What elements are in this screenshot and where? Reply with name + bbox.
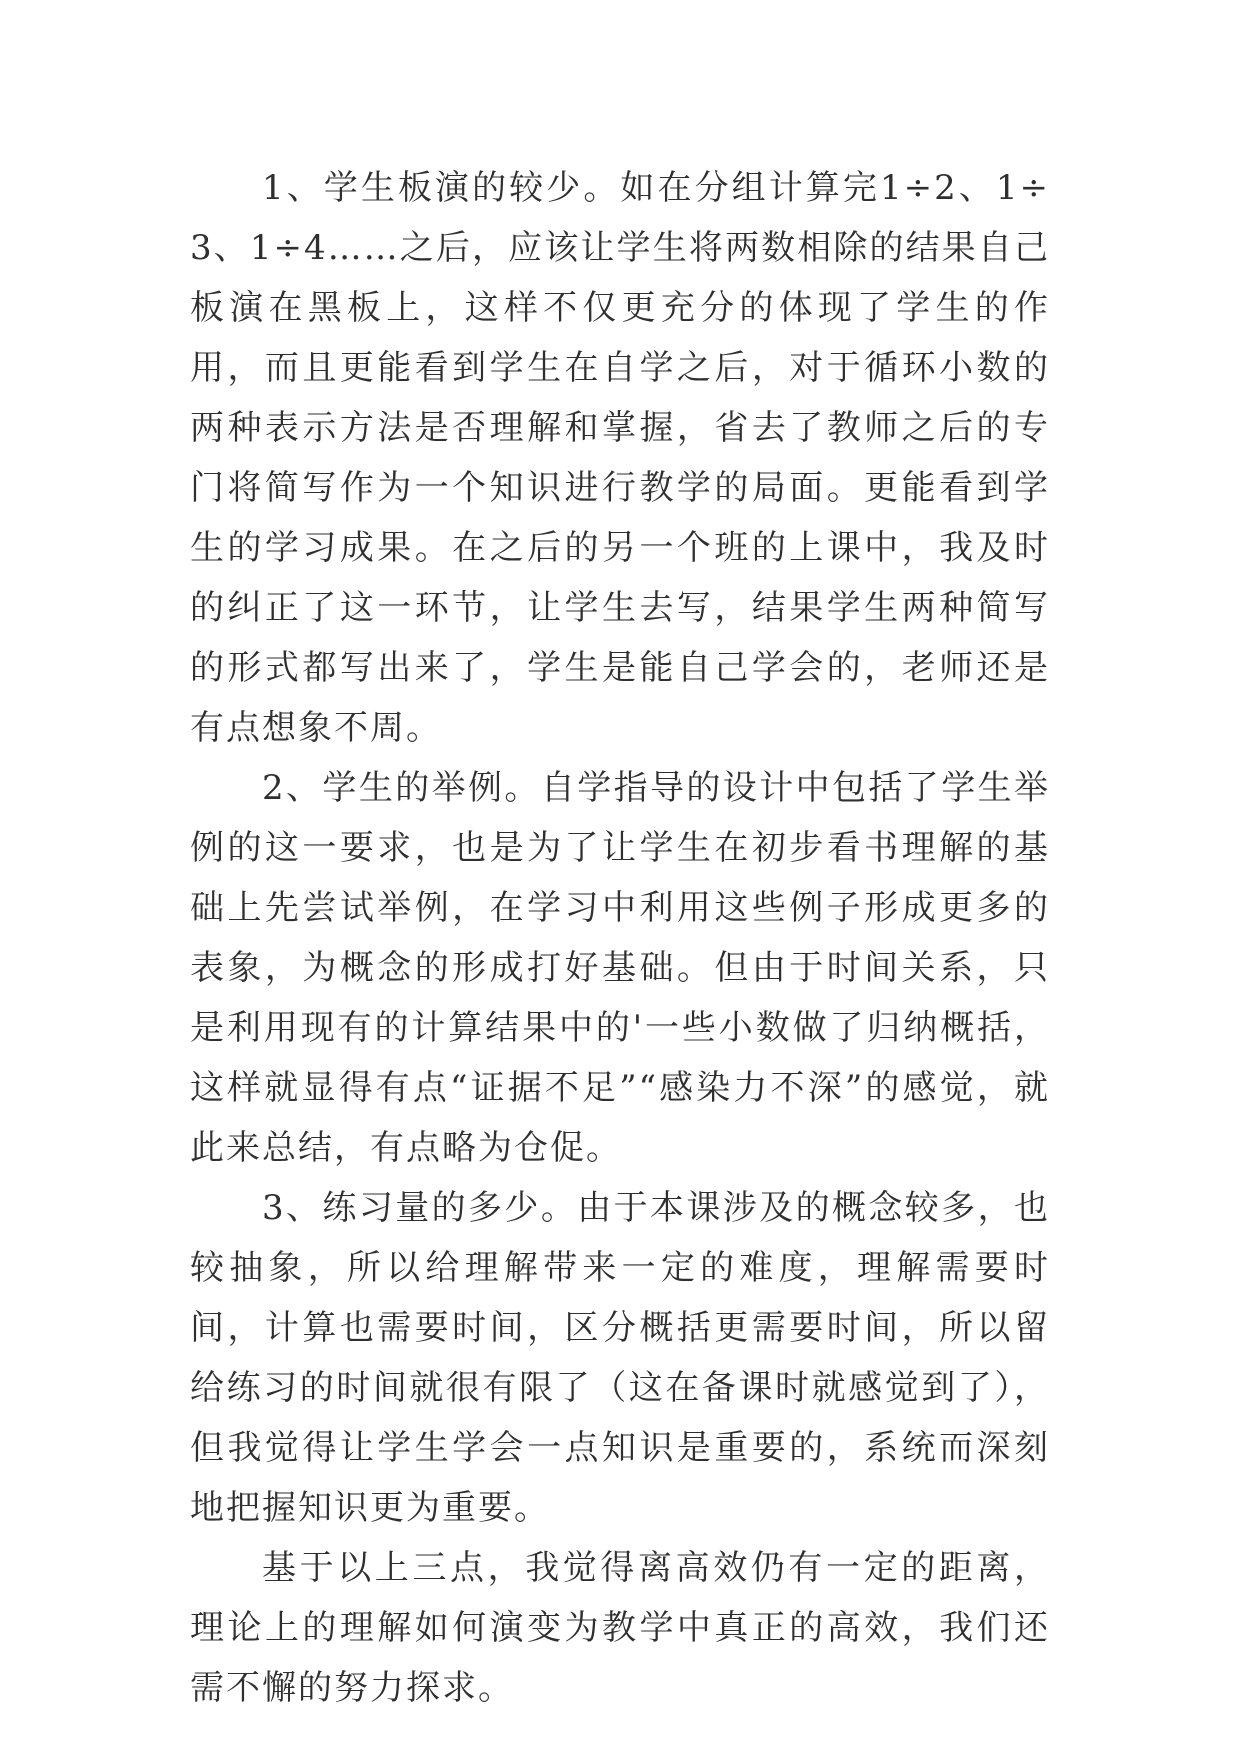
paragraph-3: 3、练习量的多少。由于本课涉及的概念较多，也较抽象，所以给理解带来一定的难度，理解需要时间，计算也需要时间，区分概括更需要时间，所以留给练习的时间就很有限了（这在备课时就感觉到了），但我觉得让学生学会一点知识是重要的，系统而深刻地把握知识更为重要。 [190, 1188, 1050, 1528]
document-body [190, 158, 1050, 1718]
paragraph-4: 基于以上三点，我觉得离高效仍有一定的距离，理论上的理解如何演变为教学中真正的高效，我们还需不懈的努力探求。 [190, 1548, 1050, 1708]
paragraph-1: 1、学生板演的较少。如在分组计算完1÷2、1÷3、1÷4……之后，应该让学生将两数相除的结果自己板演在黑板上，这样不仅更充分的体现了学生的作用，而且更能看到学生在自学之后，对于循环小数的两种表示方法是否理解和掌握，省去了教师之后的专门将简写作为一个知识进行教学的局面。更能看到学生的学习成果。在之后的另一个班的上课中，我及时的纠正了这一环节，让学生去写，结果学生两种简写的形式都写出来了，学生是能自己学会的，老师还是有点想象不周。 [190, 168, 1050, 748]
paragraph-2: 2、学生的举例。自学指导的设计中包括了学生举例的这一要求，也是为了让学生在初步看书理解的基础上先尝试举例，在学习中利用这些例子形成更多的表象，为概念的形成打好基础。但由于时间关系，只是利用现有的计算结果中的'一些小数做了归纳概括，这样就显得有点“证据不足”“感染力不深”的感觉，就此来总结，有点略为仓促。 [190, 768, 1050, 1168]
